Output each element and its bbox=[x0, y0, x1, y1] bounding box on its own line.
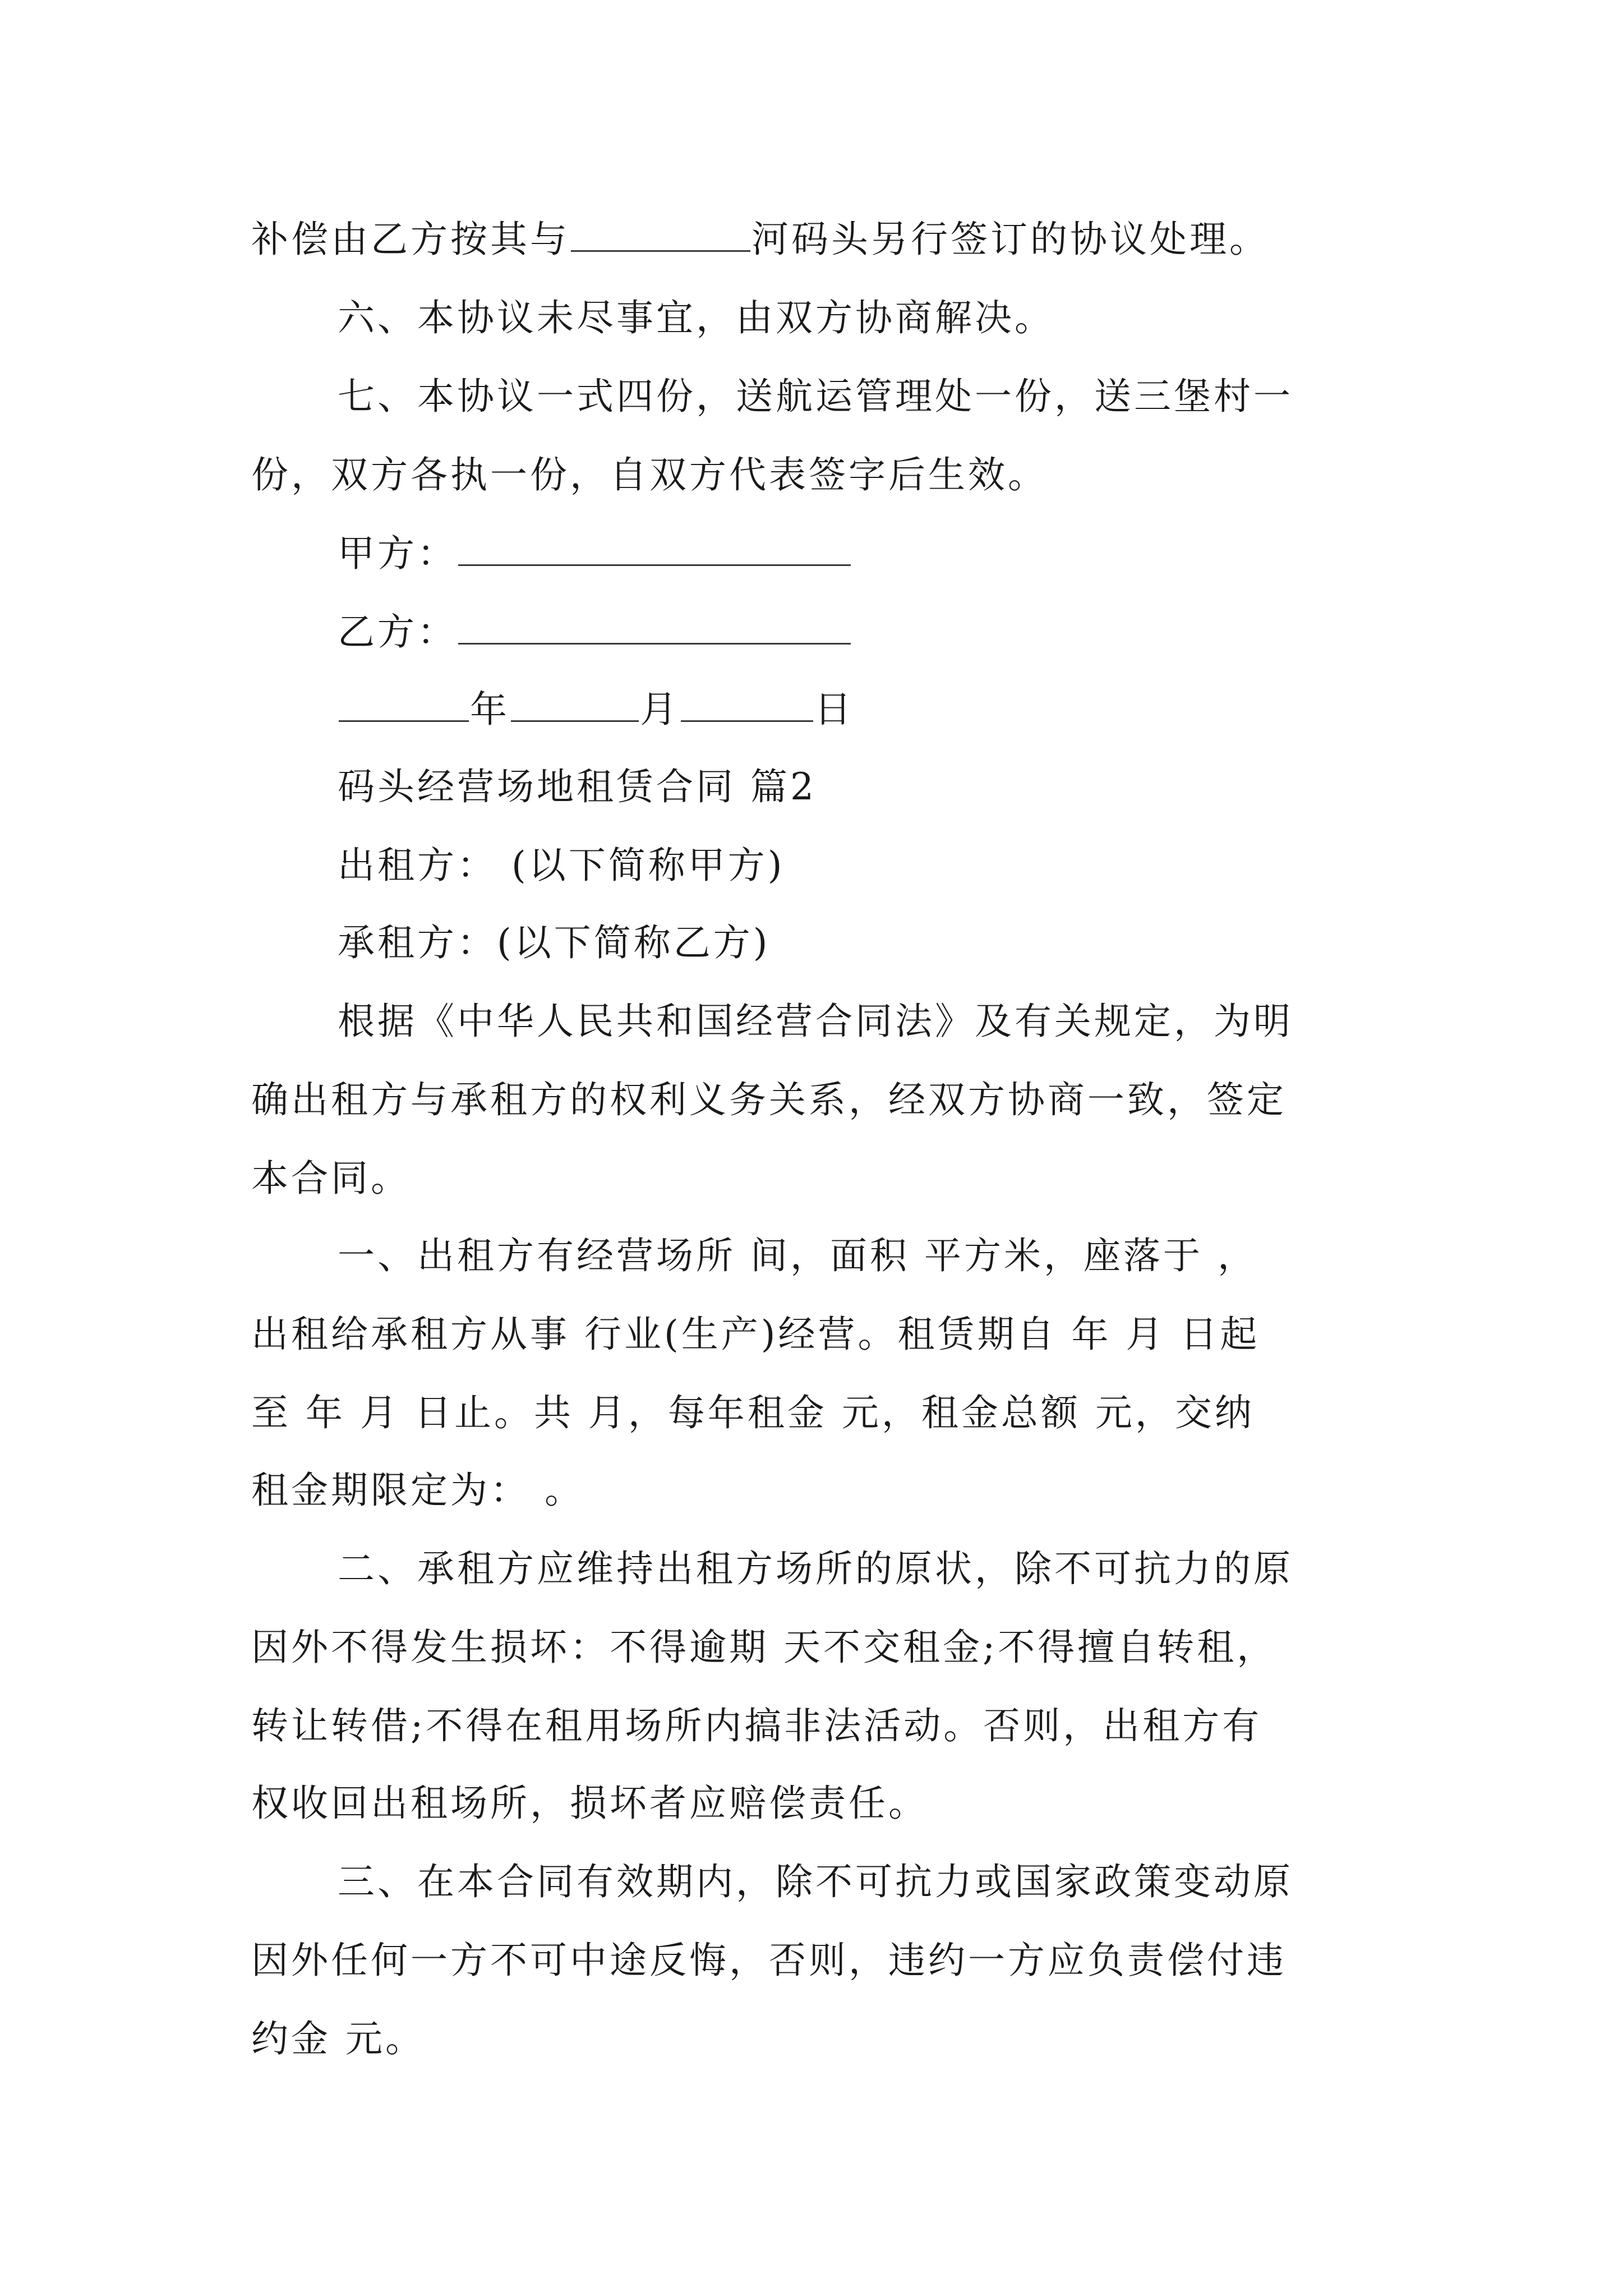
signature-blank bbox=[458, 611, 851, 645]
month-blank bbox=[511, 689, 639, 722]
lessee-line: 承租方：(以下简称乙方) bbox=[338, 921, 771, 964]
party-b-signature bbox=[338, 599, 1487, 666]
paragraph-line: 根据《中华人民共和国经营合同法》及有关规定，为明 bbox=[338, 1000, 1293, 1043]
date-line bbox=[338, 676, 1487, 743]
party-a-label: 甲方： bbox=[338, 532, 457, 575]
fill-in-blank bbox=[571, 219, 750, 252]
party-b-label: 乙方： bbox=[338, 610, 457, 654]
line-text: 河码头另行签订的协议处理。 bbox=[751, 218, 1269, 261]
paragraph-line: 因外任何一方不可中途反悔，否则，违约一方应负责偿付违 bbox=[251, 1939, 1287, 1982]
paragraph-line: 本合同。 bbox=[251, 1157, 411, 1200]
lessor-line: 出租方： (以下简称甲方) bbox=[338, 844, 785, 887]
section-title: 码头经营场地租赁合同 篇2 bbox=[338, 765, 817, 808]
party-a-signature bbox=[338, 520, 1487, 587]
signature-blank bbox=[458, 533, 851, 566]
paragraph-line: 份，双方各执一份，自双方代表签字后生效。 bbox=[251, 453, 1048, 496]
paragraph-line bbox=[251, 206, 1401, 273]
year-label: 年 bbox=[470, 688, 510, 731]
clause-two: 二、承租方应维持出租方场所的原状，除不可抗力的原 bbox=[338, 1547, 1293, 1590]
line-text: 补偿由乙方按其与 bbox=[251, 218, 570, 261]
clause-seven: 七、本协议一式四份，送航运管理处一份，送三堡村一 bbox=[338, 375, 1293, 418]
day-label: 日 bbox=[814, 688, 854, 731]
paragraph-line: 权收回出租场所，损坏者应赔偿责任。 bbox=[251, 1782, 928, 1825]
paragraph-line: 至 年 月 日止。共 月，每年租金 元，租金总额 元，交纳 bbox=[251, 1391, 1255, 1434]
year-blank bbox=[339, 689, 469, 722]
month-label: 月 bbox=[640, 688, 680, 731]
paragraph-line: 转让转借;不得在租用场所内搞非法活动。否则，出租方有 bbox=[251, 1704, 1262, 1747]
paragraph-line: 约金 元。 bbox=[251, 2017, 425, 2060]
paragraph-line: 确出租方与承租方的权利义务关系，经双方协商一致，签定 bbox=[251, 1078, 1287, 1121]
paragraph-line: 出租给承租方从事 行业(生产)经营。租赁期自 年 月 日起 bbox=[251, 1313, 1260, 1356]
paragraph-line: 因外不得发生损坏：不得逾期 天不交租金;不得擅自转租， bbox=[251, 1626, 1277, 1669]
day-blank bbox=[681, 689, 813, 722]
clause-one: 一、出租方有经营场所 间，面积 平方米，座落于 ， bbox=[338, 1234, 1257, 1277]
clause-three: 三、在本合同有效期内，除不可抗力或国家政策变动原 bbox=[338, 1860, 1293, 1903]
clause-six: 六、本协议未尽事宜，由双方协商解决。 bbox=[338, 296, 1054, 339]
paragraph-line: 租金期限定为： 。 bbox=[251, 1469, 584, 1512]
